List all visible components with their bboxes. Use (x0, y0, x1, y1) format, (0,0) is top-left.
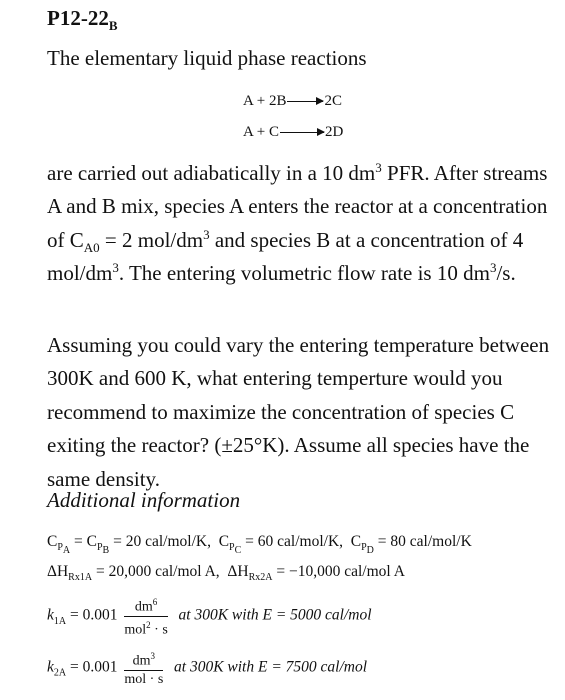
problem-paragraph-2: Assuming you could vary the entering temperature between 300K and 600 K, what entering temperture would you recommend to maximize the concentration of species C exiting the reactor? (±25°K). Assume all species have the same density. (47, 333, 550, 491)
reaction-2: A + C 2D (243, 124, 344, 140)
k1-units: $\frac{dm^6}{mol^2 \cdot s}$ (124, 594, 167, 638)
problem-paragraph-1: are carried out adiabatically in a 10 $dm^3$ PFR. After streams A and B mix, species A enters the reactor at a concentration of $C_{A0} = 2$ mol/$dm^3$ and species B at a concentration of 4 mol/$dm^3$. The entering volumetric flow rate is 10 $dm^3/s$. (47, 160, 548, 286)
arrow-icon (280, 132, 324, 133)
arrow-icon (287, 101, 323, 102)
intro-text: The elementary liquid phase reactions (47, 46, 367, 70)
rate-constant-k1: $k_{1A} = 0.001$ $\frac{dm^6}{mol^2 \cdot s}$ at 300K with E = 5000 cal/mol (47, 594, 372, 638)
additional-info-heading: Additional information (47, 488, 241, 512)
problem-title: $P12-22_B$ (47, 6, 118, 34)
rate-constant-k2: $k_{2A} = 0.001$ $\frac{dm^3}{\text{mol · s}}$ at 300K with E = 7500 cal/mol (47, 648, 367, 688)
k2-units: $\frac{dm^3}{\text{mol · s}}$ (124, 648, 163, 688)
heat-of-reaction-line: $\Delta H_{Rx1A} = 20,000$ cal/mol A, $\Delta H_{Rx2A} = -10,000$ cal/mol A (47, 563, 405, 584)
reaction-1: A + 2B 2C (243, 93, 342, 109)
heat-capacity-line: $C_{P_A} = C_{P_B} = 20$ cal/mol/K, $C_{P_C} = 60$ cal/mol/K, $C_{P_D} = 80$ cal/mol/K (47, 533, 472, 557)
